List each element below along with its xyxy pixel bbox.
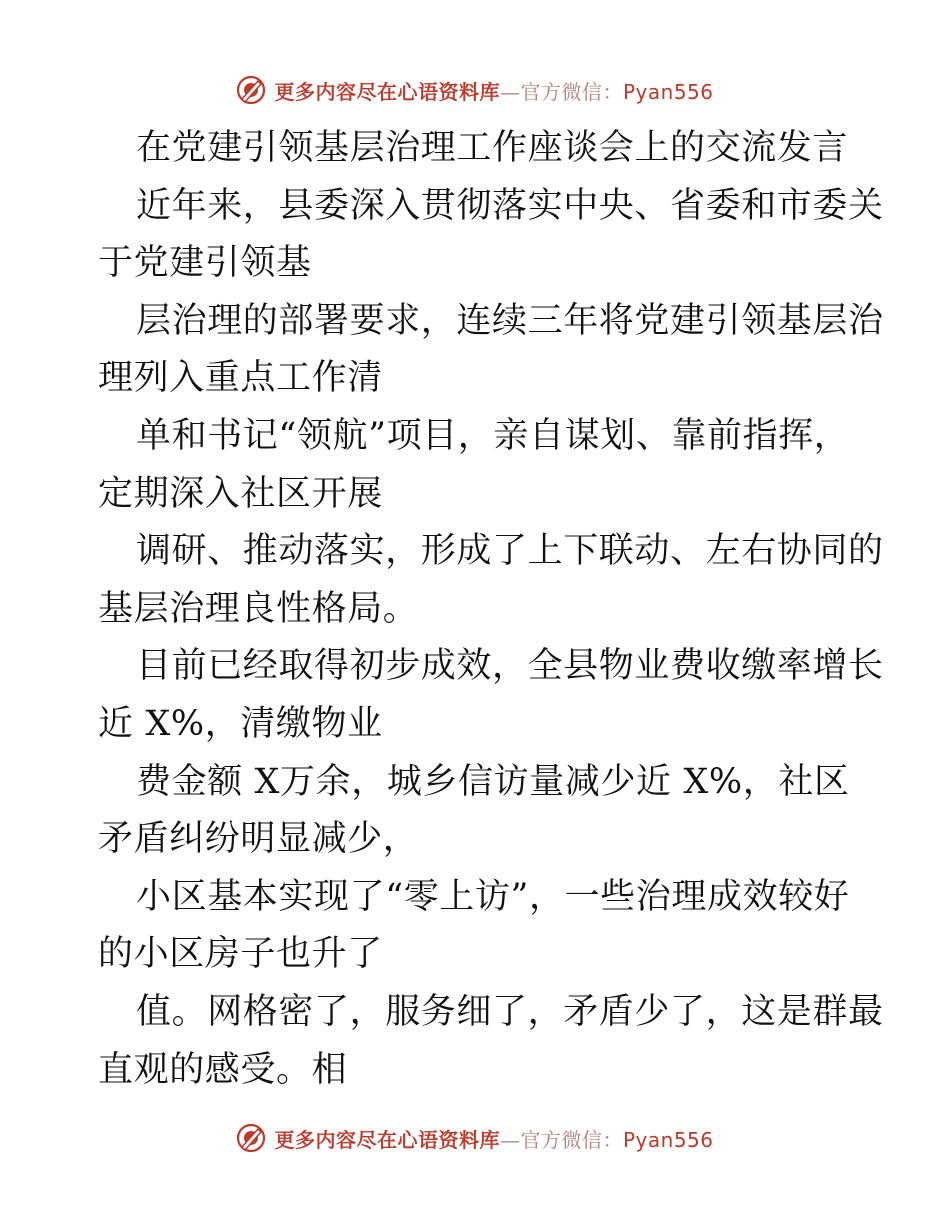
watermark-label: 官方微信：	[520, 79, 623, 104]
paragraph-line: 近年来，县委深入贯彻落实中央、省委和市委关	[136, 185, 884, 226]
paragraph-line: 近 X%，清缴物业	[98, 703, 383, 744]
paragraph-line: 层治理的部署要求，连续三年将党建引领基层治	[136, 300, 884, 341]
watermark-brand: 更多内容尽在心语资料库	[274, 79, 500, 104]
paragraph-line: 目前已经取得初步成效，全县物业费收缴率增长	[136, 646, 884, 687]
pen-logo-icon	[236, 1123, 266, 1153]
watermark-handle: Pyan556	[622, 79, 714, 104]
paragraph-line: 调研、推动落实，形成了上下联动、左右协同的	[136, 531, 884, 572]
doc-title: 在党建引领基层治理工作座谈会上的交流发言	[136, 128, 849, 168]
pen-logo-icon	[236, 75, 266, 105]
paragraph-line: 值。网格密了，服务细了，矛盾少了，这是群最	[136, 991, 884, 1032]
watermark-separator: —	[499, 1127, 521, 1152]
paragraph-line: 费金额 X万余，城乡信访量减少近 X%，社区	[136, 761, 850, 802]
paragraph-line: 直观的感受。相	[98, 1049, 348, 1090]
watermark-separator: —	[499, 79, 521, 104]
paragraph-line: 的小区房子也升了	[98, 934, 383, 975]
paragraph-line: 小区基本实现了“零上访”，一些治理成效较好	[136, 876, 850, 917]
watermark-label: 官方微信：	[520, 1127, 623, 1152]
paragraph-line: 矛盾纠纷明显减少，	[98, 819, 419, 860]
watermark-handle: Pyan556	[622, 1127, 714, 1152]
paragraph-line: 于党建引领基	[98, 243, 312, 284]
paragraph-line: 理列入重点工作清	[98, 358, 383, 399]
watermark-brand: 更多内容尽在心语资料库	[274, 1127, 500, 1152]
document-body	[98, 120, 884, 1099]
footer-watermark	[0, 1118, 950, 1158]
paragraph-line: 单和书记“领航”项目，亲自谋划、靠前指挥，	[136, 415, 850, 456]
header-watermark	[0, 70, 950, 110]
paragraph-line: 基层治理良性格局。	[98, 588, 419, 629]
paragraph-line: 定期深入社区开展	[98, 473, 383, 514]
